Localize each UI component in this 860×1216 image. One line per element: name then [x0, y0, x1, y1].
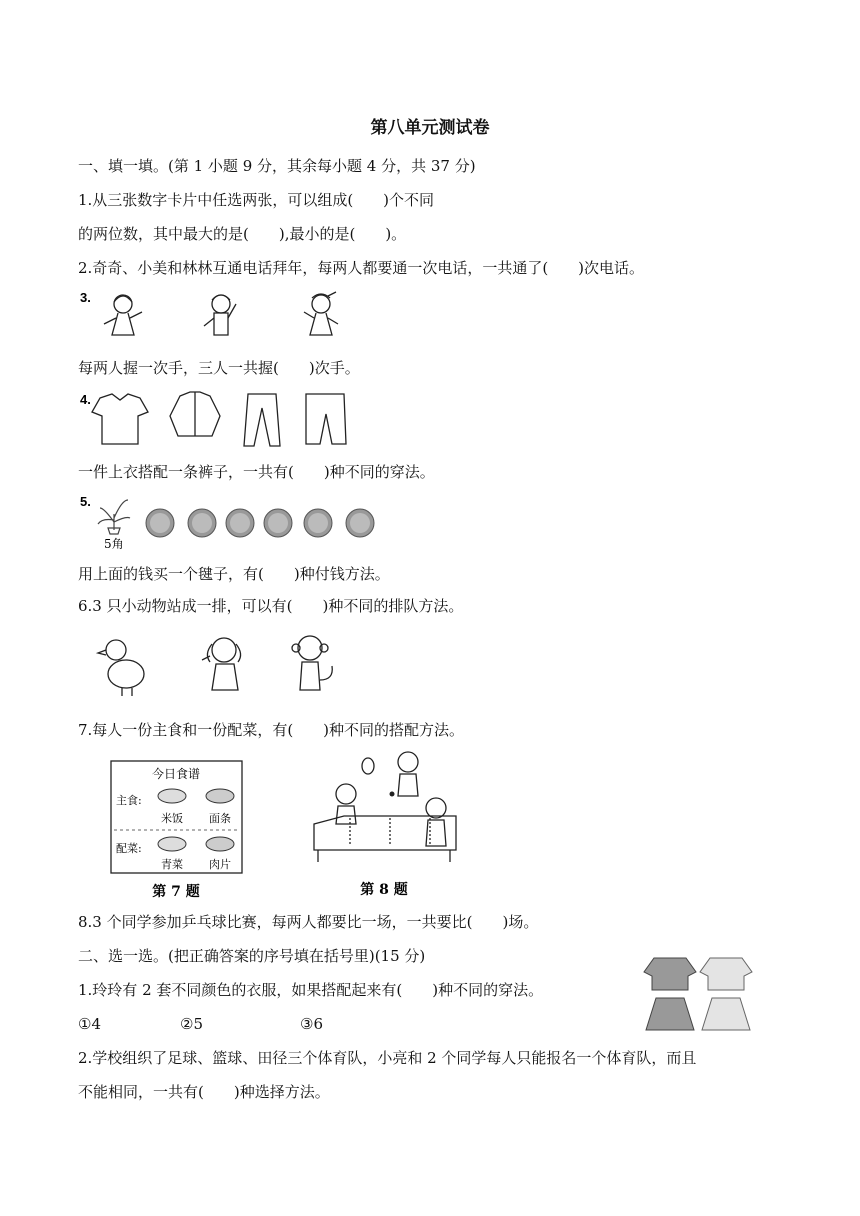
coin-icon: [226, 509, 254, 537]
player-icon: [362, 752, 418, 796]
trousers-icon: [244, 394, 280, 446]
staple-label: 主食:: [116, 794, 142, 807]
staple-item-rice: 米饭: [161, 812, 183, 825]
children-figure: [78, 288, 348, 344]
choice-option-1: ①4: [78, 1015, 101, 1033]
pants-icon: [306, 394, 346, 444]
dog-icon: [202, 638, 241, 690]
monkey-icon: [292, 636, 332, 690]
shirt-icon: [92, 394, 148, 444]
dresses-figure: [640, 954, 758, 1034]
side-label: 配菜:: [116, 842, 142, 855]
ball-icon: [390, 792, 395, 797]
noodles-icon: [206, 789, 234, 803]
question-4-number: 4.: [80, 392, 91, 407]
girl-icon: [104, 295, 142, 335]
boy-icon: [204, 295, 236, 335]
plant-price: 5角: [104, 537, 124, 551]
side-item-greens: 青菜: [161, 858, 183, 871]
coin-icon: [188, 509, 216, 537]
chick-icon: [98, 640, 144, 696]
coin-icon: [146, 509, 174, 537]
question-4: 一件上衣搭配一条裤子，一共有( )种不同的穿法。: [78, 463, 435, 481]
question-3-number: 3.: [80, 290, 91, 305]
coin-icon: [304, 509, 332, 537]
question-1-line1: 1.从三张数字卡片中任选两张，可以组成( )个不同: [78, 191, 435, 209]
question-6: 6.3 只小动物站成一排，可以有( )种不同的排队方法。: [78, 597, 464, 615]
clothes-figure: [78, 390, 358, 450]
side-item-meat: 肉片: [209, 858, 231, 871]
meat-icon: [206, 837, 234, 851]
money-figure: [78, 492, 388, 552]
animals-figure: [94, 630, 340, 700]
menu-figure: [110, 760, 245, 900]
section1-heading: 一、填一填。(第 1 小题 9 分，其余每小题 4 分，共 37 分): [78, 157, 476, 175]
question-7: 7.每人一份主食和一份配菜，有( )种不同的搭配方法。: [78, 721, 465, 739]
jacket-icon: [170, 392, 220, 436]
caption-8: 第 8 题: [360, 882, 408, 898]
coin-icon: [346, 509, 374, 537]
pingpong-table-icon: [314, 816, 456, 862]
caption-7: 第 7 题: [152, 884, 200, 900]
staple-item-noodles: 面条: [209, 812, 231, 825]
player-icon: [426, 798, 446, 846]
plant-icon: [98, 500, 130, 534]
dress-light-icon: [700, 958, 752, 1030]
section2-heading: 二、选一选。(把正确答案的序号填在括号里)(15 分): [78, 947, 426, 965]
greens-icon: [158, 837, 186, 851]
question-8: 8.3 个同学参加乒乓球比赛，每两人都要比一场，一共要比( )场。: [78, 913, 539, 931]
rice-icon: [158, 789, 186, 803]
choice-option-2: ②5: [180, 1015, 203, 1033]
choice-question-2-line1: 2.学校组织了足球、篮球、田径三个体育队，小亮和 2 个同学每人只能报名一个体育队，而且: [78, 1049, 697, 1067]
question-2: 2.奇奇、小美和林林互通电话拜年，每两人都要通一次电话，一共通了( )次电话。: [78, 259, 645, 277]
question-3: 每两人握一次手，三人一共握( )次手。: [78, 359, 360, 377]
menu-title: 今日食谱: [151, 767, 201, 781]
coin-icon: [264, 509, 292, 537]
choice-option-3: ③6: [300, 1015, 323, 1033]
girl-icon: [304, 292, 338, 335]
question-5: 用上面的钱买一个毽子，有( )种付钱方法。: [78, 565, 390, 583]
page-title: 第八单元测试卷: [370, 118, 490, 138]
choice-question-2-line2: 不能相同，一共有( )种选择方法。: [78, 1083, 330, 1101]
question-1-line2: 的两位数，其中最大的是( ),最小的是( )。: [78, 225, 407, 243]
choice-question-1: 1.玲玲有 2 套不同颜色的衣服，如果搭配起来有( )种不同的穿法。: [78, 981, 544, 999]
question-5-number: 5.: [80, 494, 91, 509]
dress-dark-icon: [644, 958, 696, 1030]
pingpong-figure: [310, 748, 460, 903]
